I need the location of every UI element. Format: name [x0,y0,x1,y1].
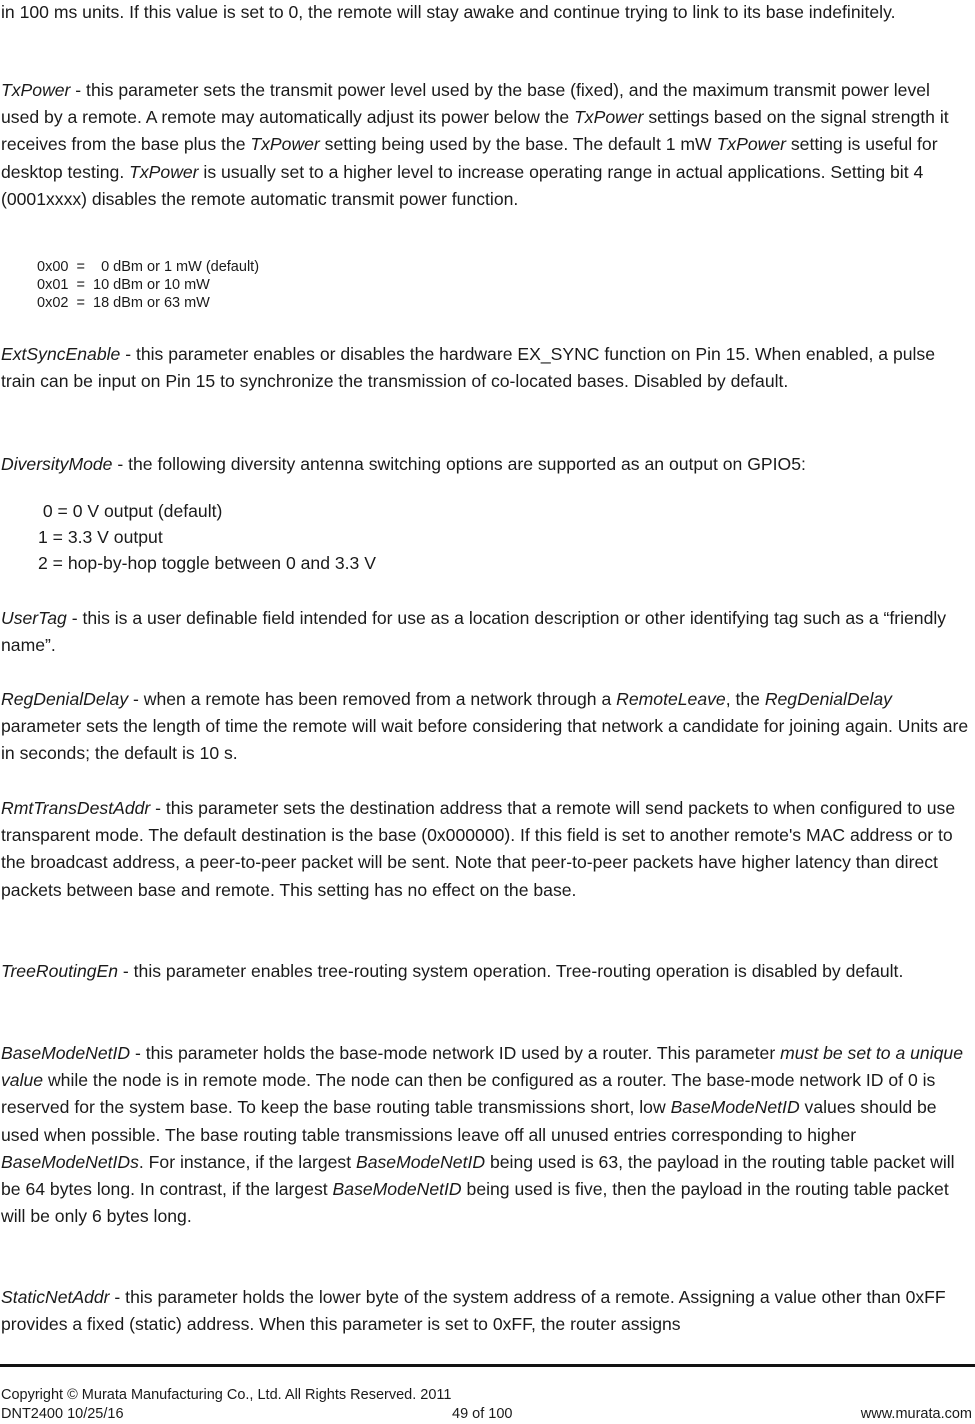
footer-page-number: 49 of 100 [452,1406,513,1422]
txpower-table-row: 0x02 = 18 dBm or 63 mW [37,295,210,311]
paragraph-txpower: TxPower - this parameter sets the transmit power level used by the base (fixed), and the maximum transmit power level used by a remote. A remote may automatically adjust its power below the TxPower settings based on the signal strength it receives from the base plus the TxPower setting being used by the base. The default 1 mW TxPower setting is useful for desktop testing. TxPower is usually set to a higher level to increase operating range in actual applications. Setting bit 4 (0001xxxx) disables the remote automatic transmit power function. [1,80,949,209]
term-txpower: TxPower [1,80,71,100]
paragraph-remote-wake [1,0,969,26]
footer-divider [0,1364,975,1367]
diversity-option: 2 = hop-by-hop toggle between 0 and 3.3 V [38,553,376,573]
txpower-table-row: 0x00 = 0 dBm or 1 mW (default) [37,259,260,275]
term-extsyncenable: ExtSyncEnable [1,344,121,364]
term-usertag: UserTag [1,608,67,628]
paragraph-text: in 100 ms units. If this value is set to 0, the remote will stay awake and continue trying to link to its base indefinitely. [1,2,896,22]
footer-copyright: Copyright © Murata Manufacturing Co., Ltd. All Rights Reserved. 2011 [1,1387,452,1403]
paragraph-staticnetaddr: StaticNetAddr - this parameter holds the lower byte of the system address of a remote. Assigning a value other than 0xFF provides a fixed (static) address. When this parameter is set to 0xFF, the router assigns [1,1287,946,1335]
txpower-table-row: 0x01 = 10 dBm or 10 mW [37,277,210,293]
diversity-option: 0 = 0 V output (default) [38,501,223,521]
term-staticnetaddr: StaticNetAddr [1,1287,110,1307]
paragraph-rmttransdestaddr: RmtTransDestAddr - this parameter sets the destination address that a remote will send packets to when configured to use transparent mode. The default destination is the base (0x000000). If this field is set to another remote's MAC address or to the broadcast address, a peer-to-peer packet will be sent. Note that peer-to-peer packets have higher latency than direct packets between base and remote. This setting has no effect on the base. [1,798,956,900]
paragraph-regdenialdelay: RegDenialDelay - when a remote has been removed from a network through a RemoteLeave, the RegDenialDelay parameter sets the length of time the remote will wait before considering that network a candidate for joining again. Units are in seconds; the default is 10 s. [1,689,969,764]
paragraph-usertag: UserTag - this is a user definable field intended for use as a location description or other identifying tag such as a “friendly name”. [1,608,947,656]
term-rmttransdestaddr: RmtTransDestAddr [1,798,151,818]
paragraph-diversitymode: DiversityMode - the following diversity antenna switching options are supported as an output on GPIO5: [1,454,806,474]
term-diversitymode: DiversityMode [1,454,113,474]
term-treeroutingen: TreeRoutingEn [1,961,119,981]
footer-website: www.murata.com [860,1406,972,1422]
term-regdenialdelay: RegDenialDelay [1,689,129,709]
term-basemodenetid: BaseModeNetID [1,1043,131,1063]
paragraph-extsyncenable: ExtSyncEnable - this parameter enables or disables the hardware EX_SYNC function on Pin 15. When enabled, a pulse train can be input on Pin 15 to synchronize the transmission of co-located bases. Disabled by default. [1,344,936,392]
footer-doc-id: DNT2400 10/25/16 [1,1406,124,1422]
diversity-option: 1 = 3.3 V output [38,527,163,547]
paragraph-basemodenetid: BaseModeNetID - this parameter holds the base-mode network ID used by a router. This parameter must be set to a unique value while the node is in remote mode. The node can then be configured as a router. The base-mode network ID of 0 is reserved for the system base. To keep the base routing table transmissions short, low BaseModeNetID values should be used when possible. The base routing table transmissions leave off all unused entries corresponding to higher BaseModeNetIDs. For instance, if the largest BaseModeNetID being used is 63, the payload in the routing table packet will be 64 bytes long. In contrast, if the largest BaseModeNetID being used is five, then the payload in the routing table packet will be only 6 bytes long. [1,1043,963,1227]
paragraph-treeroutingen: TreeRoutingEn - this parameter enables tree-routing system operation. Tree-routing operation is disabled by default. [1,961,904,981]
